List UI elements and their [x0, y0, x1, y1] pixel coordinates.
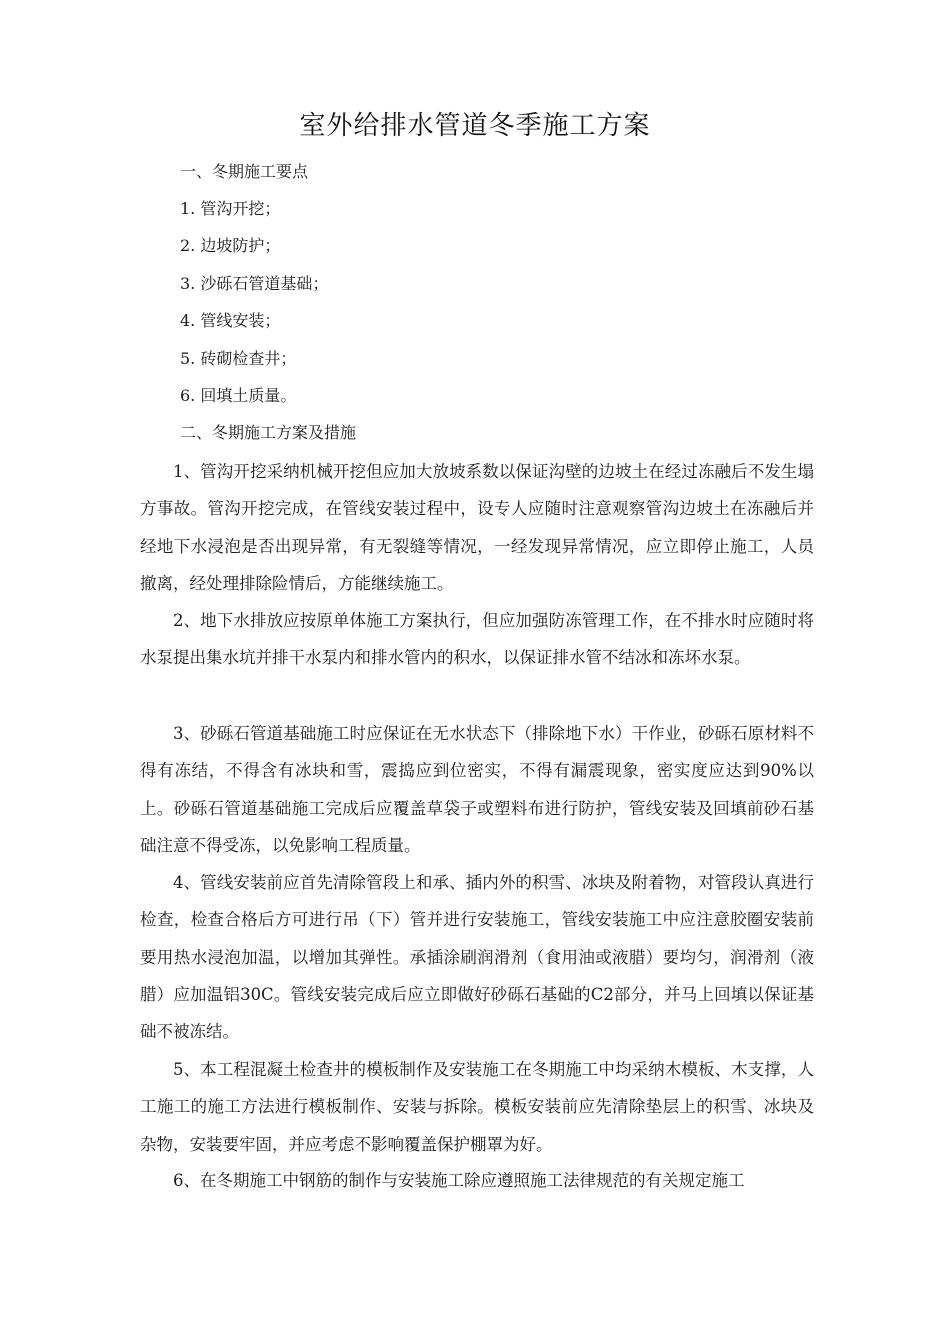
list-item: 2. 边坡防护； — [180, 236, 281, 255]
list-item: 1. 管沟开挖； — [180, 199, 281, 218]
paragraph-1: 1、管沟开挖采纳机械开挖但应加大放坡系数以保证沟壁的边坡土在经过冻融后不发生塌方事故。管沟开挖完成，在管线安装过程中，设专人应随时注意观察管沟边坡土在冻融后并经地下水浸泡是否出现异常，有无裂缝等情况，一经发现异常情况，应立即停止施工，人员撤离，经处理排除险情后，方能继续施工。 — [140, 462, 814, 593]
list-item: 4. 管线安装； — [180, 311, 281, 330]
paragraph-5: 5、本工程混凝土检查井的模板制作及安装施工在冬期施工中均采纳木模板、木支撑，人工施工的施工方法进行模板制作、安装与拆除。模板安装前应先清除垫层上的积雪、冰块及杂物，安装要牢固，并应考虑不影响覆盖保护棚罩为好。 — [140, 1060, 814, 1154]
section-heading-1: 一、冬期施工要点 — [180, 162, 309, 181]
paragraph-4: 4、管线安装前应首先清除管段上和承、插内外的积雪、冰块及附着物，对管段认真进行检查，检查合格后方可进行吊（下）管并进行安装施工，管线安装施工中应注意胶圈安装前要用热水浸泡加温，以增加其弹性。承插涂刷润滑剂（食用油或液腊）要均匀，润滑剂（液腊）应加温铝30C。管线安装完成后应立即做好砂砾石基础的C2部分，并马上回填以保证基础不被冻结。 — [140, 873, 814, 1042]
paragraph-3: 3、砂砾石管道基础施工时应保证在无水状态下（排除地下水）干作业，砂砾石原材料不得有冻结，不得含有冰块和雪，震捣应到位密实，不得有漏震现象，密实度应达到90%以上。砂砾石管道基础施工完成后应覆盖草袋子或塑料布进行防护，管线安装及回填前砂石基础注意不得受冻，以免影响工程质量。 — [140, 724, 814, 855]
paragraph-2: 2、地下水排放应按原单体施工方案执行，但应加强防冻管理工作，在不排水时应随时将水泵提出集水坑并排干水泵内和排水管内的积水，以保证排水管不结冰和冻坏水泵。 — [140, 611, 814, 668]
document-title: 室外给排水管道冬季施工方案 — [299, 111, 651, 141]
paragraph-6: 6、在冬期施工中钢筋的制作与安装施工除应遵照施工法律规范的有关规定施工 — [173, 1171, 745, 1190]
list-item: 3. 沙砾石管道基础； — [180, 274, 329, 293]
list-item: 6. 回填土质量。 — [180, 386, 297, 405]
list-item: 5. 砖砌检查井； — [180, 349, 297, 368]
section-heading-2: 二、冬期施工方案及措施 — [180, 423, 357, 442]
